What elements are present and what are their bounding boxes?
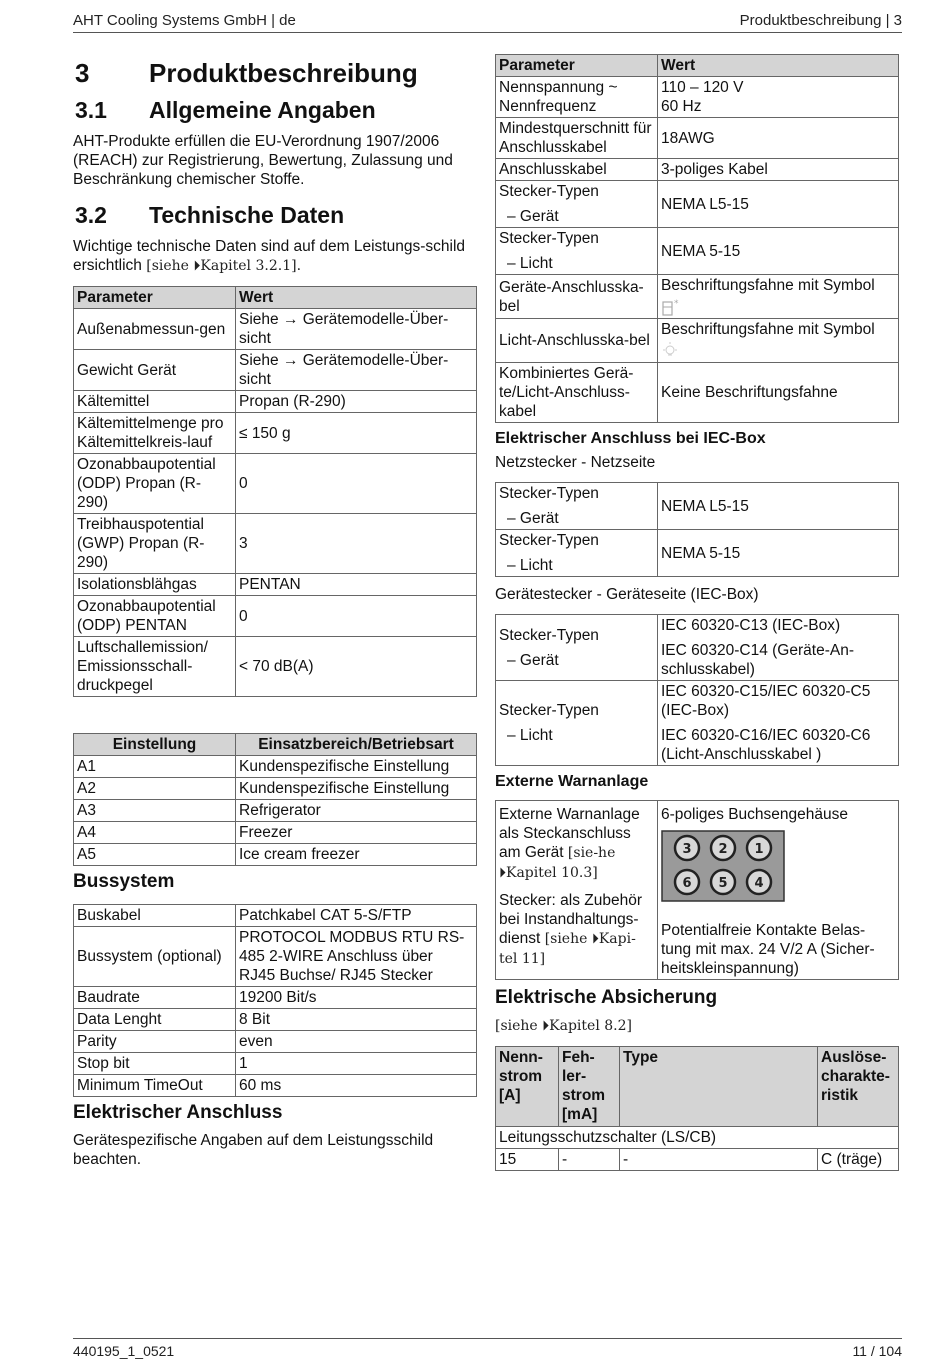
electrical-table — [495, 54, 899, 423]
text: IEC 60320-C14 (Geräte-An-schlusskabel) — [661, 642, 854, 678]
table-row — [496, 681, 899, 766]
table-row — [74, 514, 477, 574]
elektrischer-anschluss-text: Gerätespezifische Angaben auf dem Leistungsschild beachten. — [73, 1132, 434, 1168]
table-cell — [658, 77, 899, 118]
text: 6-poliges Buchsengehäuse — [661, 806, 848, 823]
table-row — [74, 822, 477, 844]
tech-data-table — [73, 286, 477, 697]
table-row — [74, 309, 477, 350]
text — [496, 1047, 899, 1127]
section-3-2-text — [73, 237, 477, 276]
chapter-link[interactable]: [siehe ⏵Kapitel 3.2.1]. — [146, 258, 302, 274]
table-cell: Buskabel — [74, 905, 236, 927]
table-row — [74, 844, 477, 866]
section-3-2-heading — [73, 201, 477, 229]
table-row — [496, 483, 899, 530]
table-cell: Isolationsblähgas — [74, 574, 236, 596]
text: Wichtige technische Daten sind auf dem Leistungs-schild ersichtlich — [73, 238, 466, 274]
table-row — [496, 77, 899, 118]
table-cell: Treibhauspotential (GWP) Propan (R-290) — [74, 514, 236, 574]
table-cell: Ozonabbaupotential (ODP) Propan (R-290) — [74, 454, 236, 514]
text: Stecker-Typen — [499, 183, 599, 200]
text: 3.1 — [75, 97, 107, 123]
table-cell: Data Lenght — [74, 1009, 236, 1031]
table-cell: 18AWG — [658, 118, 899, 159]
text: Stecker-Typen — [499, 626, 599, 644]
table-row — [496, 363, 899, 423]
table-cell: Außenabmessun-gen — [74, 309, 236, 350]
pin-label: 5 — [718, 876, 728, 891]
table-cell: Freezer — [236, 822, 477, 844]
table-cell: A1 — [74, 756, 236, 778]
text: IEC 60320-C13 (IEC-Box) — [661, 617, 841, 634]
table-row — [74, 391, 477, 413]
table-cell: 15 — [496, 1149, 559, 1171]
absicherung-heading: Elektrische Absicherung — [495, 987, 718, 1008]
table-cell — [658, 615, 899, 681]
table-cell: A4 — [74, 822, 236, 844]
table-cell: Mindestquerschnitt für Anschlusskabel — [496, 118, 658, 159]
pin-label: 2 — [718, 842, 728, 857]
iec-netz-table — [495, 482, 899, 577]
table-cell: Siehe → Gerätemodelle-Über-sicht — [236, 309, 477, 350]
table-cell — [658, 801, 899, 980]
table-cell: Gewicht Gerät — [74, 350, 236, 391]
text: Stecker-Typen — [499, 702, 599, 719]
table-cell: ≤ 150 g — [236, 413, 477, 454]
text — [74, 287, 477, 309]
table-row — [74, 1075, 477, 1097]
table-row — [496, 181, 899, 228]
table-cell: Patchkabel CAT 5-S/FTP — [236, 905, 477, 927]
table-cell — [496, 681, 658, 766]
table-row — [496, 228, 899, 275]
table-cell: Propan (R-290) — [236, 391, 477, 413]
table-row — [496, 530, 899, 577]
table-row — [74, 1009, 477, 1031]
text: IEC 60320-C16/IEC 60320-C6 (Licht-Anschlusskabel ) — [661, 727, 871, 763]
table-row — [496, 1149, 899, 1171]
chapter-link[interactable]: [sie-he ⏵Kapitel 10.3] — [499, 845, 616, 881]
chapter-heading — [73, 56, 477, 90]
table-cell: 1 — [236, 1053, 477, 1075]
table-cell: - — [559, 1149, 620, 1171]
right-column — [495, 54, 899, 1177]
table-row — [74, 778, 477, 800]
table-row — [74, 1031, 477, 1053]
table-cell — [658, 275, 899, 319]
text: Stecker-Typen — [499, 230, 599, 247]
table-cell: 19200 Bit/s — [236, 987, 477, 1009]
table-cell: Bussystem (optional) — [74, 927, 236, 987]
bus-table — [73, 904, 477, 1097]
iec-sub-netz: Netzstecker - Netzseite — [495, 454, 656, 471]
text: – Licht — [507, 557, 553, 574]
six-pin-connector-icon — [661, 830, 785, 902]
table-row — [74, 454, 477, 514]
table-row — [496, 275, 899, 319]
section-3-1-text: AHT-Produkte erfüllen die EU-Verordnung 1907/2006 (REACH) zur Registrierung, Bewertung, Zulassung und Beschränkung chemischer Stoffe. — [73, 133, 453, 188]
settings-table — [73, 733, 477, 866]
table-cell: Kundenspezifische Einstellung — [236, 756, 477, 778]
text: 110 – 120 V — [661, 79, 744, 96]
table-cell — [496, 801, 658, 980]
page-number: 11 / 104 — [852, 1343, 902, 1359]
text: 60 Hz — [661, 98, 702, 115]
table-cell: A5 — [74, 844, 236, 866]
bussystem-heading: Bussystem — [73, 871, 175, 892]
table-header-cell: Parameter — [74, 287, 236, 309]
table-cell: Anschlusskabel — [496, 159, 658, 181]
table-cell: 60 ms — [236, 1075, 477, 1097]
table-cell: Refrigerator — [236, 800, 477, 822]
table-row — [74, 350, 477, 391]
text: Stecker-Typen — [499, 485, 599, 502]
text: Potentialfreie Kontakte Belas-tung mit max. 24 V/2 A (Sicher-heitskleinspannung) — [661, 922, 875, 977]
table-cell: Baudrate — [74, 987, 236, 1009]
table-cell: Keine Beschriftungsfahne — [658, 363, 899, 423]
table-cell — [658, 319, 899, 363]
warnanlage-table — [495, 800, 899, 980]
table-cell: 0 — [236, 454, 477, 514]
absicherung-table — [495, 1046, 899, 1171]
table-cell: Luftschallemission/ Emissionsschall-druckpegel — [74, 637, 236, 697]
table-row — [74, 596, 477, 637]
section-3-1-heading — [73, 96, 477, 124]
table-row — [74, 637, 477, 697]
table-cell — [496, 530, 658, 577]
table-cell — [496, 228, 658, 275]
header-company: AHT Cooling Systems GmbH | de — [73, 12, 296, 29]
table-header-cell: Einstellung — [74, 734, 236, 756]
table-cell: 3-poliges Kabel — [658, 159, 899, 181]
text: – Licht — [507, 255, 553, 272]
table-row — [74, 800, 477, 822]
left-column — [73, 56, 477, 1175]
table-cell: Siehe → Gerätemodelle-Über-sicht — [236, 350, 477, 391]
table-row — [496, 615, 899, 681]
table-header-cell: Einsatzbereich/Betriebsart — [236, 734, 477, 756]
text: Technische Daten — [149, 202, 345, 228]
table-row — [74, 927, 477, 987]
table-header-cell: Feh-ler-strom [mA] — [559, 1047, 620, 1127]
table-cell: NEMA 5-15 — [658, 530, 899, 577]
table-cell: even — [236, 1031, 477, 1053]
text — [499, 891, 654, 969]
appliance-symbol-icon — [661, 297, 683, 317]
table-cell: PROTOCOL MODBUS RTU RS-485 2-WIRE Anschluss über RJ45 Buchse/ RJ45 Stecker — [236, 927, 477, 987]
elektrischer-anschluss-heading: Elektrischer Anschluss — [73, 1102, 283, 1123]
chapter-link[interactable]: [siehe ⏵Kapitel 8.2] — [495, 1018, 632, 1034]
text: Externe Warnanlage als Steckanschluss am Gerät — [499, 806, 640, 861]
table-header-cell: Nenn-strom [A] — [496, 1047, 559, 1127]
light-symbol-icon — [661, 341, 683, 361]
pin-label: 3 — [682, 842, 692, 857]
table-row — [496, 159, 899, 181]
table-cell: Kundenspezifische Einstellung — [236, 778, 477, 800]
table-row — [74, 413, 477, 454]
iec-heading: Elektrischer Anschluss bei IEC-Box — [495, 430, 766, 447]
pin-label: 6 — [682, 876, 692, 891]
chapter-link[interactable]: [siehe ⏵Kapi-tel 11] — [499, 931, 636, 967]
table-header-cell: Wert — [236, 287, 477, 309]
iec-geraet-table — [495, 614, 899, 766]
table-header-cell: Type — [620, 1047, 818, 1127]
table-row — [74, 1053, 477, 1075]
pin-label: 4 — [754, 876, 764, 891]
table-row — [496, 118, 899, 159]
table-cell — [658, 681, 899, 766]
text: – Licht — [507, 727, 553, 744]
table-cell: Kältemittel — [74, 391, 236, 413]
table-row — [74, 574, 477, 596]
table-cell: 3 — [236, 514, 477, 574]
text: Allgemeine Angaben — [149, 97, 376, 123]
table-cell: C (träge) — [818, 1149, 899, 1171]
table-cell: Leitungsschutzschalter (LS/CB) — [496, 1127, 899, 1149]
table-cell: Nennspannung ~ Nennfrequenz — [496, 77, 658, 118]
table-cell: Ozonabbaupotential (ODP) PENTAN — [74, 596, 236, 637]
absicherung-ref — [495, 1016, 899, 1036]
warnanlage-heading: Externe Warnanlage — [495, 773, 649, 790]
table-cell: - — [620, 1149, 818, 1171]
table-cell: Minimum TimeOut — [74, 1075, 236, 1097]
text: – Gerät — [507, 510, 559, 527]
table-row — [496, 801, 899, 980]
text: Stecker-Typen — [499, 532, 599, 549]
table-cell: Geräte-Anschlusska-bel — [496, 275, 658, 319]
svg-text:*: * — [674, 299, 679, 309]
text: Beschriftungsfahne mit Symbol — [661, 277, 875, 294]
table-row — [74, 905, 477, 927]
table-cell: NEMA 5-15 — [658, 228, 899, 275]
text: – Gerät — [507, 208, 559, 225]
table-cell — [496, 615, 658, 681]
table-cell: < 70 dB(A) — [236, 637, 477, 697]
table-cell: Stop bit — [74, 1053, 236, 1075]
table-cell: A3 — [74, 800, 236, 822]
text: Beschriftungsfahne mit Symbol — [661, 321, 875, 338]
table-cell — [496, 483, 658, 530]
text — [74, 734, 477, 756]
text: 3 — [75, 58, 90, 88]
table-cell: NEMA L5-15 — [658, 181, 899, 228]
table-header-cell: Auslöse-charakte-ristik — [818, 1047, 899, 1127]
document-number: 440195_1_0521 — [73, 1343, 175, 1359]
table-cell: 8 Bit — [236, 1009, 477, 1031]
table-row — [74, 987, 477, 1009]
iec-sub-geraet: Gerätestecker - Geräteseite (IEC-Box) — [495, 586, 759, 603]
header-section: Produktbeschreibung | 3 — [739, 12, 902, 29]
table-header-cell: Parameter — [496, 55, 658, 77]
table-cell: Kombiniertes Gerä-te/Licht-Anschluss-kabel — [496, 363, 658, 423]
table-cell: Ice cream freezer — [236, 844, 477, 866]
table-cell — [496, 181, 658, 228]
table-cell: NEMA L5-15 — [658, 483, 899, 530]
table-cell: A2 — [74, 778, 236, 800]
table-cell: Licht-Anschlusska-bel — [496, 319, 658, 363]
table-row — [496, 319, 899, 363]
text — [496, 55, 899, 77]
page-footer — [73, 1338, 902, 1359]
page-header — [73, 10, 902, 33]
text: Produktbeschreibung — [149, 58, 418, 88]
pin-label: 1 — [754, 842, 764, 857]
table-cell: PENTAN — [236, 574, 477, 596]
table-header-cell: Wert — [658, 55, 899, 77]
table-row — [496, 1127, 899, 1149]
table-cell: 0 — [236, 596, 477, 637]
text: – Gerät — [507, 651, 559, 669]
table-row — [74, 756, 477, 778]
text: Stecker: als Zubehör bei Instandhaltungs-dienst — [499, 892, 643, 947]
table-cell: Parity — [74, 1031, 236, 1053]
text: 3.2 — [75, 202, 107, 228]
table-cell: Kältemittelmenge pro Kältemittelkreis-lauf — [74, 413, 236, 454]
text: IEC 60320-C15/IEC 60320-C5 (IEC-Box) — [661, 683, 871, 719]
